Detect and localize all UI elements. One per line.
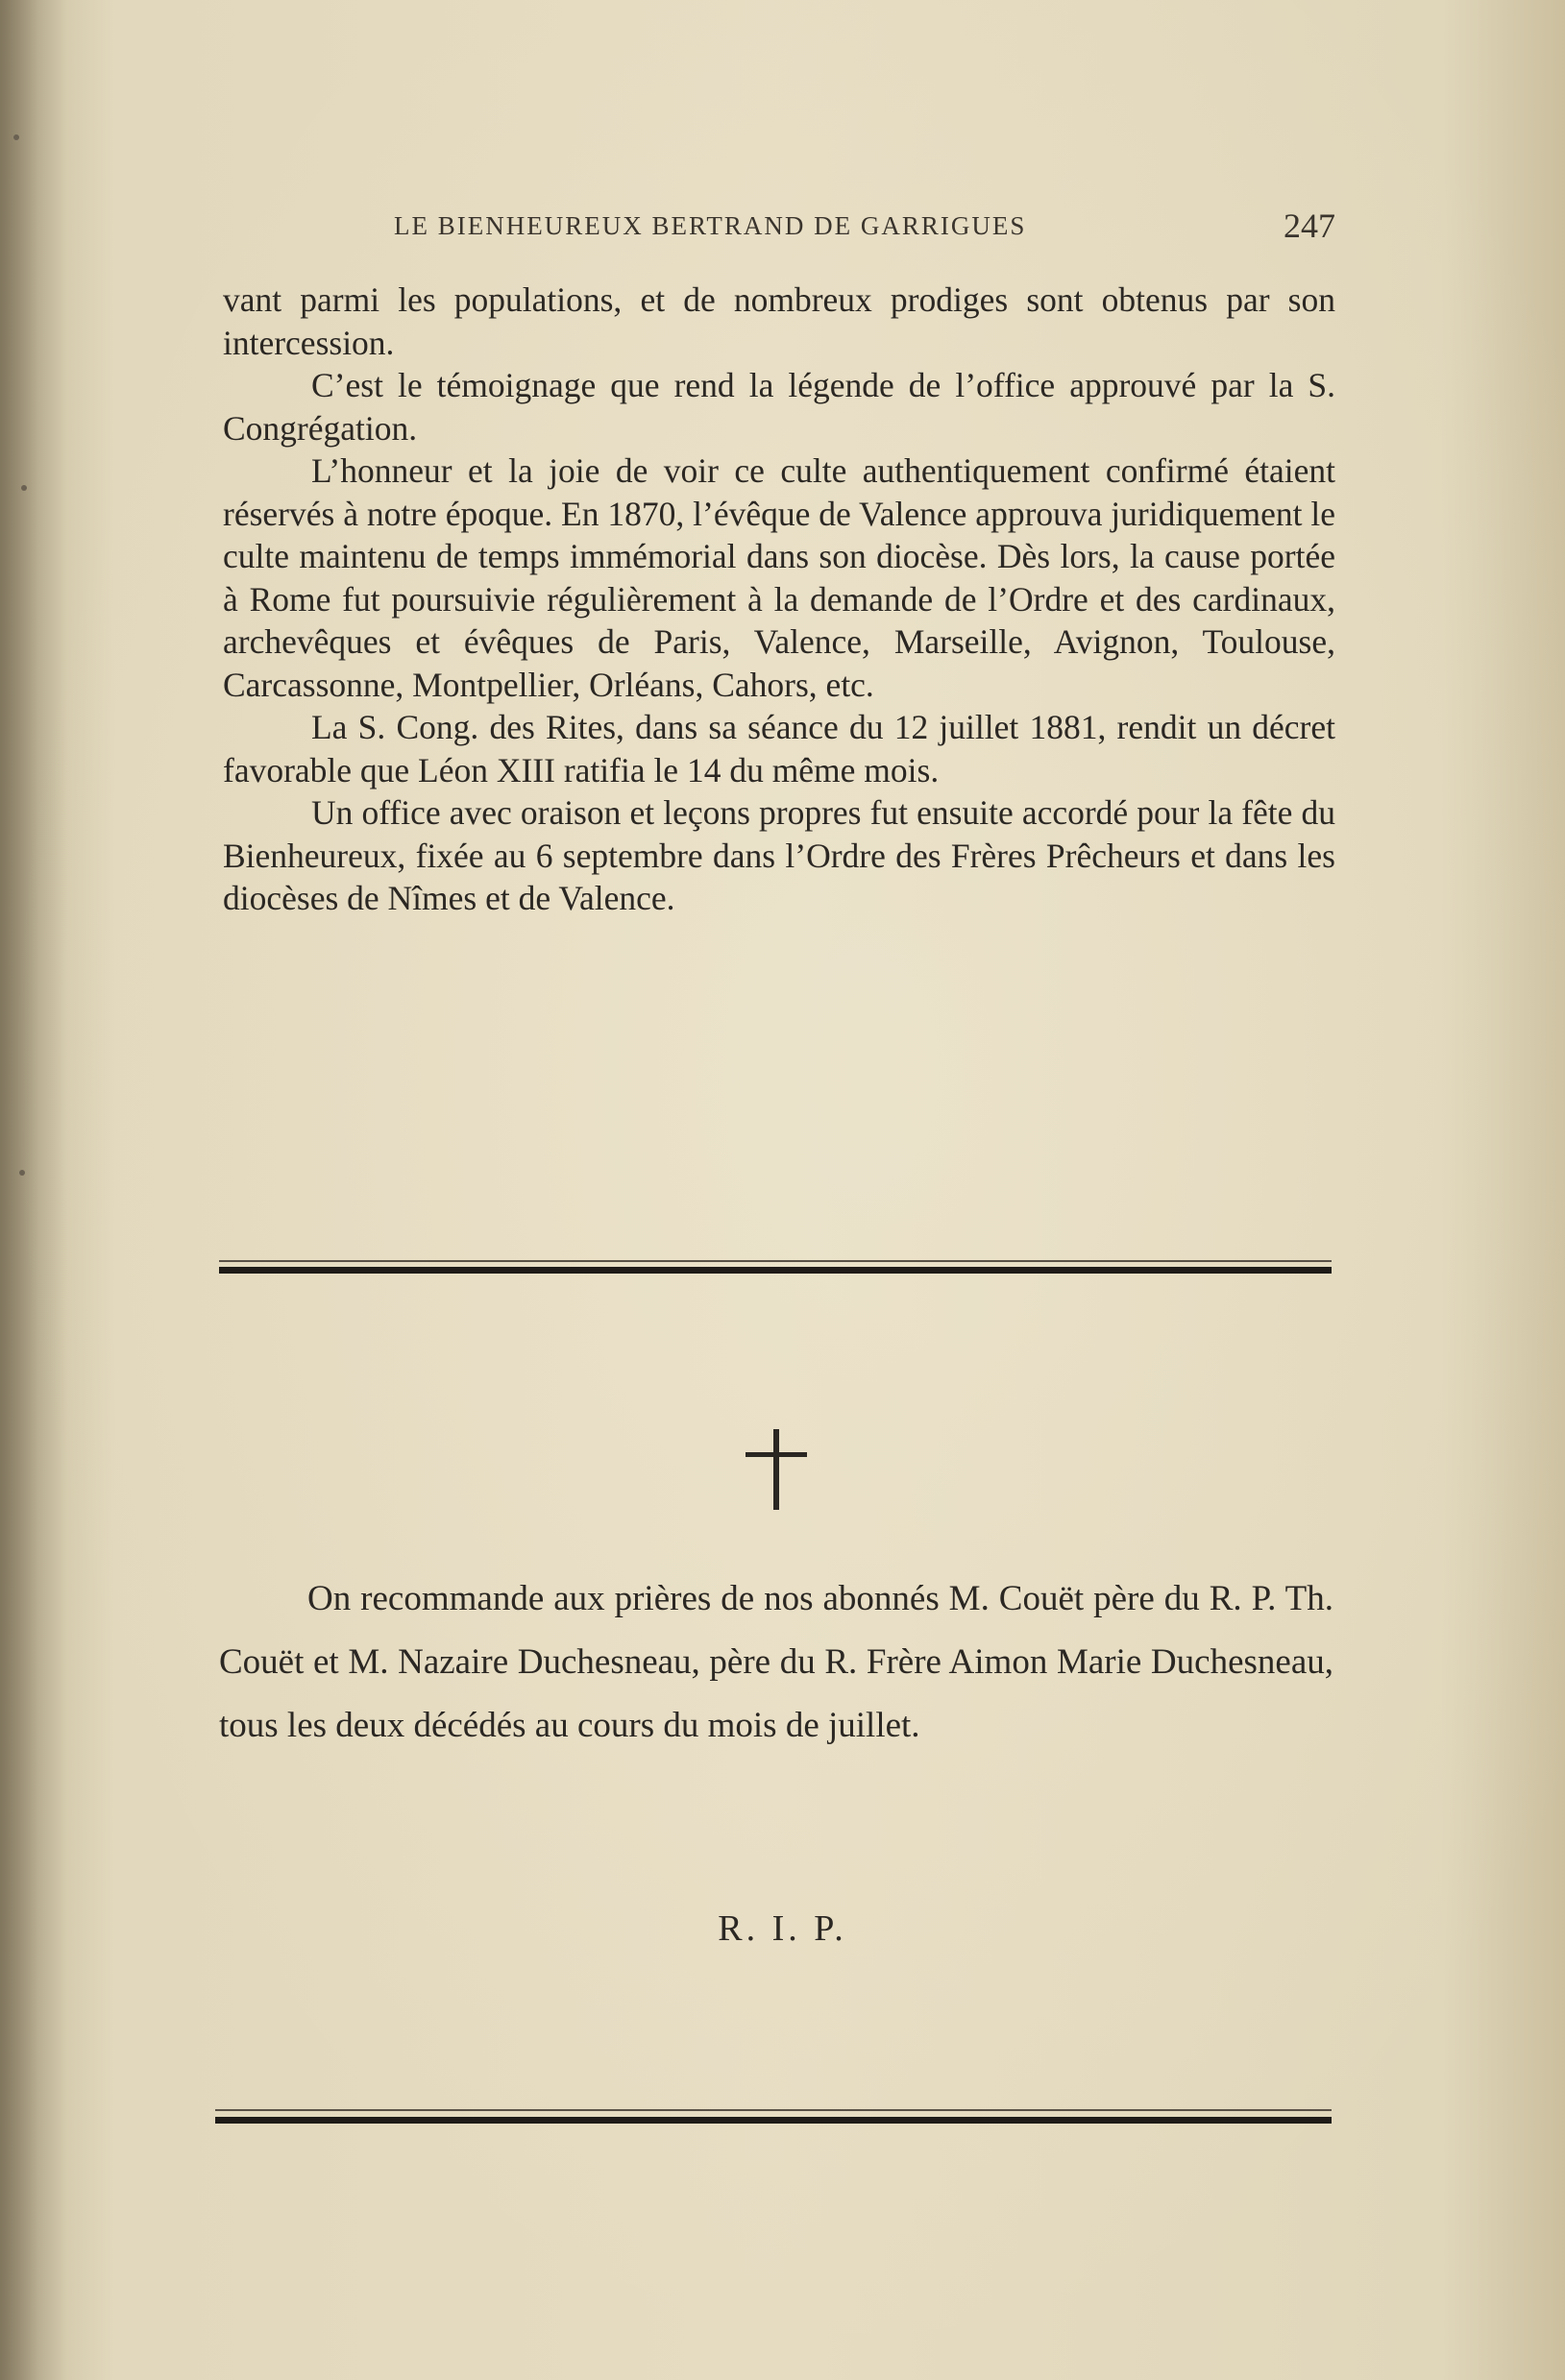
- paragraph: C’est le témoignage que rend la légende de l’office approuvé par la S. Congrégation.: [223, 366, 1335, 448]
- margin-speck: [13, 134, 19, 140]
- paragraph: La S. Cong. des Rites, dans sa séance du 12 juillet 1881, rendit un décret favorable que Léon XIII ratifia le 14 du même mois.: [223, 708, 1335, 789]
- cross-upright: [773, 1429, 779, 1510]
- notice-text: On recommande aux prières de nos abonnés M. Couët père du R. P. Th. Couët et M. Nazaire Duchesneau, père du R. Frère Aimon Marie Duchesneau, tous les deux décédés au cours du mois de juillet.: [219, 1579, 1333, 1745]
- rip-closing: [0, 1907, 1565, 1950]
- running-head-title: LE BIENHEUREUX BERTRAND DE GARRIGUES: [394, 211, 1027, 240]
- paragraph: Un office avec oraison et leçons propres fut ensuite accordé pour la fête du Bienheureux, fixée au 6 septembre dans l’Ordre des Frères Prêcheurs et dans les diocèses de Nîmes et de Valence.: [223, 793, 1335, 917]
- bottom-rule-thin: [215, 2109, 1332, 2111]
- obituary-notice: [219, 1567, 1333, 1758]
- cross-bar: [746, 1452, 807, 1457]
- paragraph: L’honneur et la joie de voir ce culte authentiquement confirmé étaient réservés à notre époque. En 1870, l’évêque de Valence approuva juridiquement le culte maintenu de temps immémorial dans son diocèse. Dès lors, la cause portée à Rome fut poursuivie régulièrement à la demande de l’Ordre et des cardinaux, archevêques et évêques de Paris, Valence, Marseille, Avignon, Toulouse, Carcassonne, Montpellier, Orléans, Cahors, etc.: [223, 451, 1335, 704]
- running-head: [394, 206, 1335, 254]
- bottom-rule-thick: [215, 2117, 1332, 2124]
- margin-speck: [19, 1170, 25, 1176]
- divider-rule-thin: [219, 1260, 1332, 1262]
- divider-rule-thick: [219, 1267, 1332, 1274]
- body-text: [223, 279, 1335, 920]
- paragraph: vant parmi les populations, et de nombreux prodiges sont obtenus par son intercession.: [223, 280, 1335, 362]
- latin-cross-icon: [746, 1429, 807, 1510]
- gutter-shadow: [0, 0, 67, 2380]
- page-number: 247: [1284, 206, 1335, 245]
- margin-speck: [21, 485, 27, 491]
- rip-text: R. I. P.: [718, 1908, 847, 1949]
